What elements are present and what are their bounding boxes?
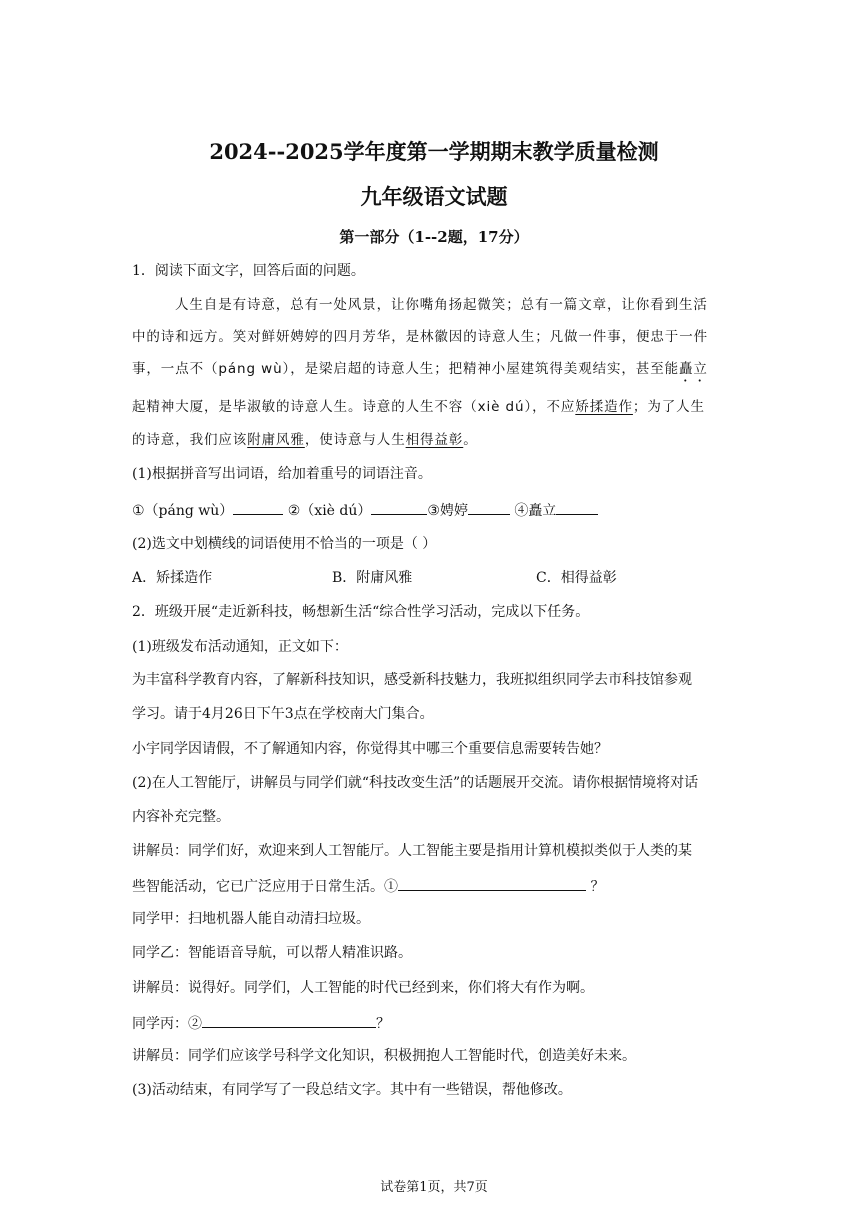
option-a[interactable]: A．矫揉造作 — [132, 570, 213, 586]
q1-sub2: (2)选文中划横线的词语使用不恰当的一项是（ ） — [132, 536, 437, 552]
q1-sub1-blanks: ①（páng wù） ②（xiè dú） ③娉婷 ④矗立 — [132, 498, 598, 522]
passage-line-5: 的诗意，我们应该附庸风雅，使诗意与人生相得益彰。 — [132, 432, 478, 448]
emphasis-word: 矗立 — [679, 361, 708, 377]
passage-line-4: 起精神大厦，是毕淑敏的诗意人生。诗意的人生不容（xiè dú），不应矫揉造作；为了人生 — [132, 399, 705, 415]
q2-sub3: (3)活动结束，有同学写了一段总结文字。其中有一些错误，帮他修改。 — [132, 1082, 572, 1098]
notice-line-2: 学习。请于4月26日下午3点在学校南大门集合。 — [132, 706, 434, 722]
q2-prompt: 2．班级开展“走近新科技，畅想新生活“综合性学习活动，完成以下任务。 — [132, 604, 590, 620]
answer-blank-3[interactable] — [468, 498, 510, 515]
passage-line-2: 中的诗和远方。笑对鲜妍娉婷的四月芳华，是林徽因的诗意人生；凡做一件事，便忠于一件 — [132, 329, 708, 345]
notice-line-1: 为丰富科学教育内容，了解新科技知识，感受新科技魅力，我班拟组织同学去市科技馆参观 — [132, 672, 692, 688]
dialogue-blank-2[interactable] — [202, 1011, 376, 1028]
dialogue-guide-1: 讲解员：同学们好，欢迎来到人工智能厅。人工智能主要是指用计算机模拟类似于人类的某 — [132, 843, 692, 859]
answer-blank-2[interactable] — [371, 498, 427, 515]
option-b[interactable]: B．附庸风雅 — [332, 570, 413, 586]
dialogue-blank-1[interactable] — [398, 874, 586, 891]
answer-blank-4[interactable] — [556, 498, 598, 515]
underlined-word-3: 相得益彰 — [405, 432, 464, 448]
q2-sub2-line-1: (2)在人工智能厅，讲解员与同学们就“科技改变生活”的话题展开交流。请你根据情境将对话 — [132, 775, 699, 791]
underlined-word-2: 附庸风雅 — [247, 432, 305, 448]
q2-sub1: (1)班级发布活动通知，正文如下： — [132, 639, 348, 655]
q1-sub1: (1)根据拼音写出词语，给加着重号的词语注音。 — [132, 466, 432, 482]
dialogue-guide-3: 讲解员：同学们应该学号科学文化知识，积极拥抱人工智能时代，创造美好未来。 — [132, 1048, 636, 1064]
exam-subtitle: 九年级语文试题 — [360, 184, 508, 209]
underlined-word-1: 矫揉造作 — [575, 399, 633, 415]
section-heading: 第一部分（1--2题，17分） — [339, 228, 529, 246]
passage-line-1: 人生自是有诗意，总有一处风景，让你嘴角扬起微笑；总有一篇文章，让你看到生活 — [175, 297, 708, 313]
page-footer: 试卷第1页，共7页 — [380, 1180, 488, 1195]
dialogue-student-b: 同学乙：智能语音导航，可以帮人精准识路。 — [132, 945, 412, 961]
q2-question-1: 小宇同学因请假，不了解通知内容，你觉得其中哪三个重要信息需要转告她？ — [132, 741, 608, 757]
dialogue-student-a: 同学甲：扫地机器人能自动清扫垃圾。 — [132, 911, 370, 927]
q2-sub2-line-2: 内容补充完整。 — [132, 809, 230, 825]
dialogue-guide-1b: 些智能活动，它已广泛应用于日常生活。① ？ — [132, 874, 604, 898]
option-c[interactable]: C．相得益彰 — [536, 570, 617, 586]
q1-prompt: 1．阅读下面文字，回答后面的问题。 — [132, 263, 365, 279]
passage-line-3: 事，一点不（páng wù），是梁启超的诗意人生；把精神小屋建筑得美观结实，甚至能矗立 — [132, 361, 708, 377]
dialogue-guide-2: 讲解员：说得好。同学们，人工智能的时代已经到来，你们将大有作为啊。 — [132, 980, 594, 996]
dialogue-student-c: 同学丙：② ？ — [132, 1011, 390, 1035]
exam-title: 2024--2025学年度第一学期期末教学质量检测 — [209, 139, 659, 164]
answer-blank-1[interactable] — [233, 498, 283, 515]
